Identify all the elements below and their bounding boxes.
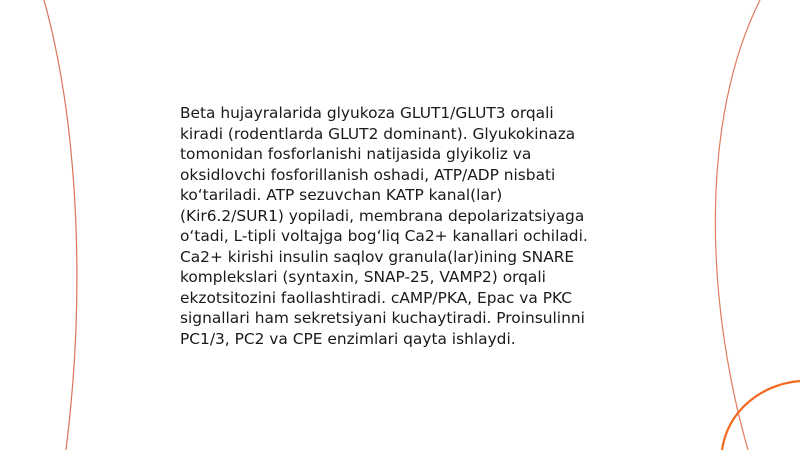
- right-arc-thin: [715, 0, 760, 450]
- left-arc: [44, 0, 77, 450]
- body-paragraph: Beta hujayralarida glyukoza GLUT1/GLUT3 orqali kiradi (rodentlarda GLUT2 dominant). Glyukokinaza tomonidan fosforlanishi natijasida glyikoliz va oksidlovchi fosforillanish oshadi, ATP/ADP nisbati ko‘tariladi. ATP sezuvchan KATP kanal(lar) (Kir6.2/SUR1) yopiladi, membrana depolarizatsiyaga o‘tadi, L-tipli voltajga bog‘liq Ca2+ kanallari ochiladi. Ca2+ kirishi insulin saqlov granula(lar)ining SNARE komplekslari (syntaxin, SNAP-25, VAMP2) orqali ekzotsitozini faollashtiradi. cAMP/PKA, Epac va PKC signallari ham sekretsiyani kuchaytiradi. Proinsulinni PC1/3, PC2 va CPE enzimlari qayta ishlaydi.: [180, 104, 588, 348]
